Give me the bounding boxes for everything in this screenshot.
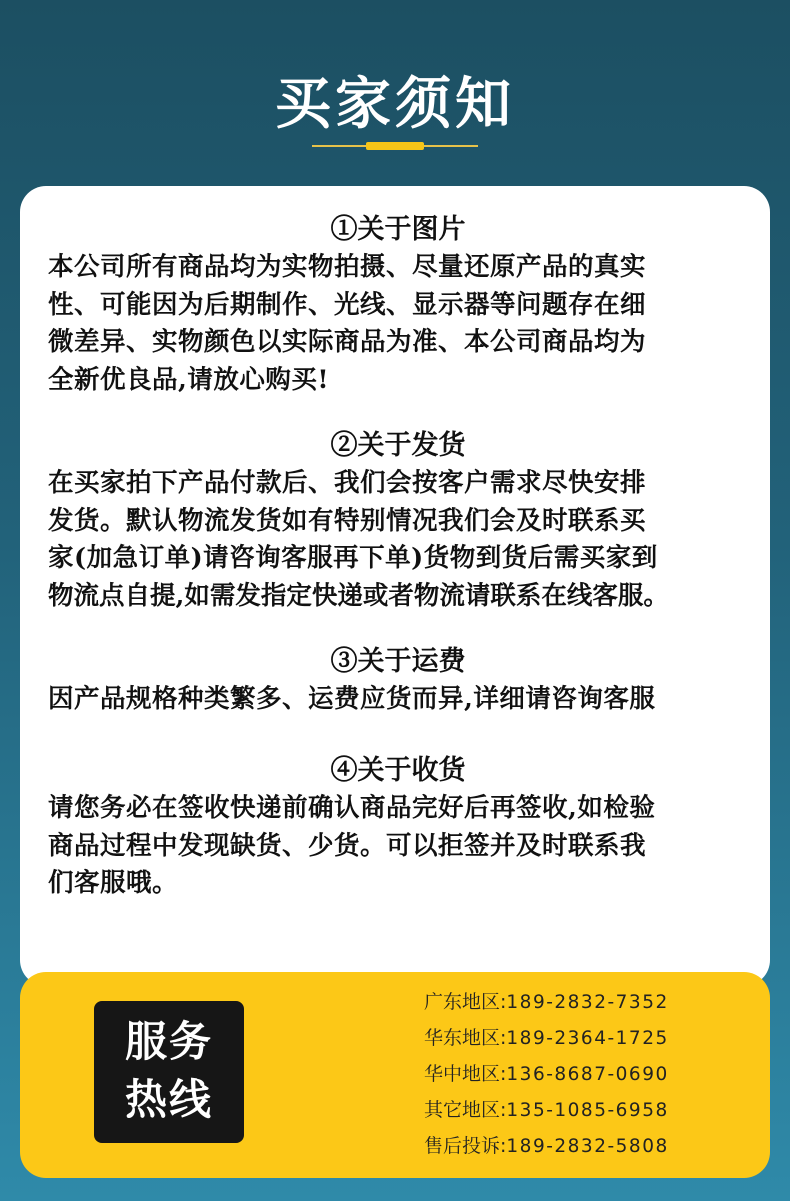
contact-number[interactable]: 189-2364-1725: [506, 1028, 669, 1049]
contact-number[interactable]: 136-8687-0690: [506, 1064, 669, 1085]
body-line: 在买家拍下产品付款后、我们会按客户需求尽快安排: [48, 468, 647, 498]
section-body: [48, 681, 748, 719]
body-line: 家(加急订单)请咨询客服再下单)货物到货后需买家到: [48, 543, 658, 573]
badge-line: 服务: [124, 1017, 213, 1066]
badge-line: 热线: [124, 1075, 213, 1124]
contact-number[interactable]: 189-2832-7352: [506, 992, 669, 1013]
contact-row: [424, 1092, 754, 1128]
body-line: 请您务必在签收快递前确认商品完好后再签收,如检验: [48, 793, 656, 823]
section-title: ②关于发货: [330, 430, 466, 461]
section-title: ①关于图片: [330, 214, 466, 245]
contact-label: 广东地区:: [424, 991, 507, 1013]
section-title: ④关于收货: [330, 755, 466, 786]
section-body: [48, 249, 748, 399]
contact-label: 售后投诉:: [424, 1135, 507, 1157]
contact-row: [424, 1056, 754, 1092]
body-line: 性、可能因为后期制作、光线、显示器等问题存在细: [48, 289, 647, 320]
contact-label: 其它地区:: [424, 1099, 507, 1121]
section-body: [48, 790, 748, 903]
section-title: ③关于运费: [330, 646, 466, 677]
contact-row: [424, 1128, 754, 1164]
contact-row: [424, 1020, 754, 1056]
body-line: 物流点自提,如需发指定快递或者物流请联系在线客服。: [48, 580, 669, 611]
section-shipping: [48, 427, 748, 615]
contact-row: [424, 984, 754, 1020]
section-body: [48, 465, 748, 615]
section-freight: [48, 643, 748, 719]
contact-list: [424, 984, 754, 1164]
contact-number[interactable]: 189-2832-5808: [506, 1136, 669, 1157]
body-line: 微差异、实物颜色以实际商品为准、本公司商品均为: [48, 327, 647, 357]
body-line: 发货。默认物流发货如有特别情况我们会及时联系买: [48, 505, 647, 536]
section-receiving: [48, 752, 748, 903]
body-line: 们客服哦。: [48, 868, 179, 898]
hotline-badge: [94, 1001, 244, 1143]
section-pictures: [48, 211, 748, 399]
body-line: 全新优良品,请放心购买!: [48, 364, 330, 395]
body-line: 商品过程中发现缺货、少货。可以拒签并及时联系我: [48, 830, 647, 861]
contact-label: 华东地区:: [424, 1027, 507, 1049]
title-underline-accent: [366, 142, 424, 150]
page-title: 买家须知: [275, 72, 515, 137]
contact-label: 华中地区:: [424, 1063, 507, 1085]
contact-number[interactable]: 135-1085-6958: [506, 1100, 669, 1121]
body-line: 因产品规格种类繁多、运费应货而异,详细请咨询客服: [48, 684, 656, 714]
body-line: 本公司所有商品均为实物拍摄、尽量还原产品的真实: [48, 252, 647, 282]
